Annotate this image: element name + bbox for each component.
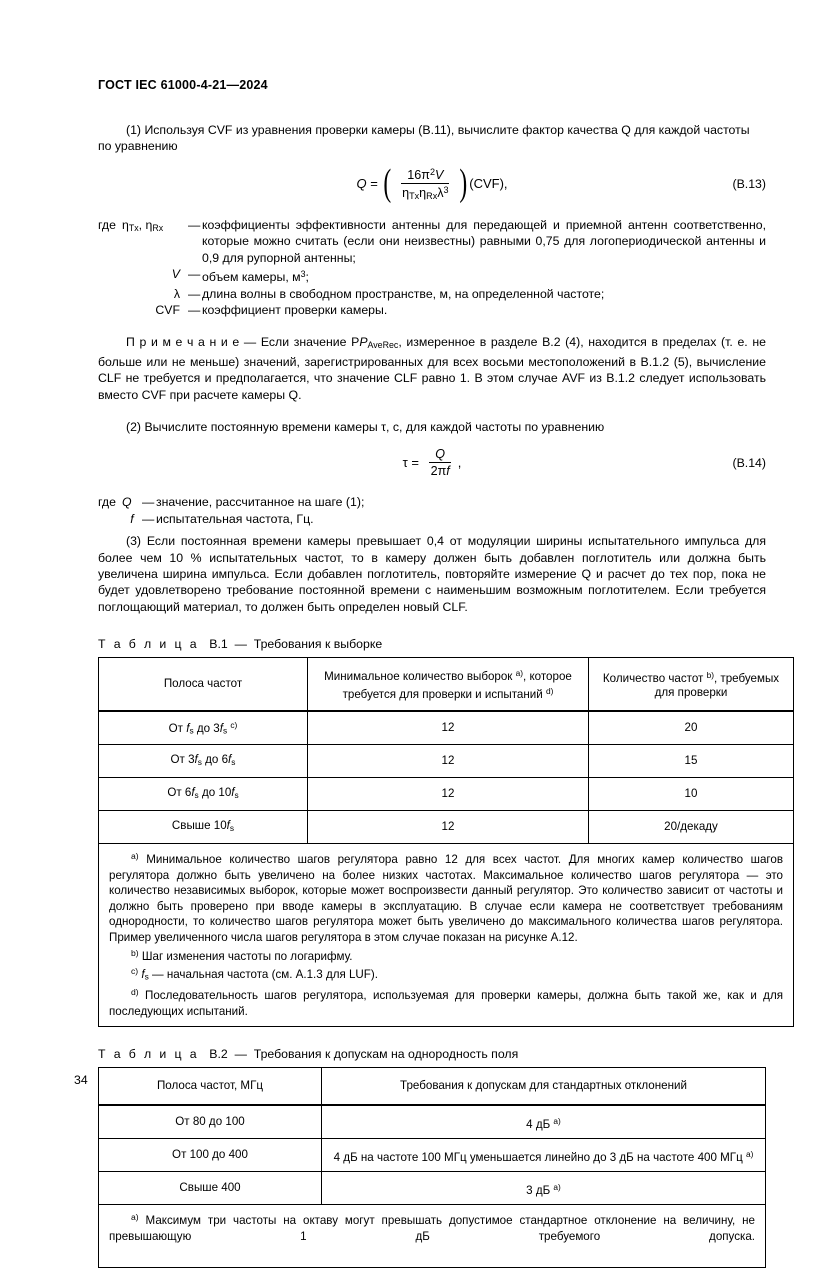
table-b2-cell-band-3: Свыше 400 — [99, 1172, 322, 1205]
equation-b14-suffix: , — [457, 455, 462, 471]
step-1-line-1: (1) Используя CVF из уравнения проверки камеры (B.11), вычислите фактор качества Q для каждой частоты — [126, 123, 750, 137]
table-b2-cell-band-2: От 100 до 400 — [99, 1139, 322, 1172]
where-item-f — [98, 511, 766, 527]
where-block-symbols-2 — [98, 494, 766, 527]
h3-a: Количество частот — [602, 672, 707, 686]
equation-b13-lhs: Q — [356, 176, 367, 192]
note-symbol-subscript: AveRec — [367, 340, 399, 351]
table-b2-caption — [98, 1047, 766, 1061]
where-dash-f: — — [142, 511, 155, 526]
table-b2-cell-tolerance-3: 3 дБ $^{a)}$ — [322, 1172, 766, 1205]
table-b2-cell-tolerance-1: 4 дБ $^{a)}$ — [322, 1105, 766, 1139]
step-2-text: (2) Вычислите постоянную времени камеры τ, с, для каждой частоты по уравнению — [126, 419, 605, 434]
where-item-lambda — [98, 286, 766, 302]
b2-footnote-a-marker: a) — [131, 1212, 139, 1223]
note-label: П р и м е ч а н и е — — [126, 335, 261, 350]
table-b1-footnotes — [99, 844, 794, 1027]
h2-b: , которое — [523, 670, 572, 684]
where-symbol-lambda: λ — [173, 286, 180, 301]
footnote-a-text: Минимальное количество шагов регулятора равно 12 для всех частот. Для многих камер количество шагов регулятора должно быть увеличено на более низких частотах. Максимальное количество шагов регулятора — это количество независимых выборок, которые может воспроизвести данный регулятор. Это количество зависит от частоты и должно быть проверено при вводе камеры в эксплуатацию. В случае если камера не соответствует требованиям однородности, то количество шагов регулятора может быть увеличено до максимального количества шагов регулятора. Пример увеличенного числа шагов регулятора в этом случае показан на рисунке A.12. — [109, 853, 783, 945]
table-row — [99, 1105, 766, 1139]
where-def-cvf: коэффициент проверки камеры. — [202, 302, 388, 317]
table-b1-cell-samples-3: 12 — [308, 778, 589, 811]
where-def-q: значение, рассчитанное на шаге (1); — [156, 495, 365, 510]
where-dash-cvf: — — [188, 302, 201, 317]
equation-b14-numerator: Q — [429, 447, 451, 463]
equation-b13-row — [98, 162, 766, 205]
where-def-lambda: длина волны в свободном пространстве, м, на определенной частоте; — [202, 286, 605, 301]
h3-sup-b: b) — [706, 670, 714, 681]
h2-a: Минимальное количество выборок — [324, 670, 516, 684]
table-b2-footnote-a — [109, 1210, 755, 1260]
equation-b13-equals: = — [366, 176, 382, 192]
equation-b14 — [403, 447, 462, 478]
h2-sup-a: a) — [515, 668, 524, 679]
where-def-eta: коэффициенты эффективности антенны для передающей и приемной антенн соответственно, которые можно считать (если они неизвестны) равными 0,75 для логопериодической антенны и 0,9 для рупорной антенны; — [202, 217, 766, 265]
where-item-eta — [98, 217, 766, 266]
table-b1-footnote-b — [109, 946, 783, 964]
table-row — [99, 711, 794, 745]
h2-c: требуется для проверки и испытаний — [342, 687, 546, 701]
where-item-cvf — [98, 302, 766, 318]
table-b2-cell-band-1: От 80 до 100 — [99, 1105, 322, 1139]
table-b1-cell-frequencies-1: 20 — [589, 711, 794, 745]
h2-sup-d: d) — [545, 686, 554, 697]
where-item-v — [98, 266, 766, 285]
paragraph-step-1 — [98, 122, 766, 138]
equation-b13-number: (B.13) — [732, 176, 766, 191]
where-symbol-cvf: CVF — [155, 302, 180, 317]
table-row — [99, 1172, 766, 1205]
where-def-v: объем камеры, $м^3$; — [202, 269, 309, 285]
where-symbol-q: Q — [122, 495, 132, 510]
table-b2-cell-tolerance-2: 4 дБ на частоте 100 МГц уменьшается линейно до 3 дБ на частоте 400 МГц $^{a)}$ — [322, 1139, 766, 1172]
h3-b: , требуемых — [713, 672, 780, 686]
table-b1-cell-frequencies-4: 20/декаду — [589, 811, 794, 844]
footnote-b-text: Шаг изменения частоты по логарифму. — [141, 949, 353, 963]
table-b2-footnotes-row — [99, 1205, 766, 1268]
footnote-c-symbol: f — [141, 967, 145, 981]
table-b1-cell-samples-4: 12 — [308, 811, 589, 844]
table-b1-caption — [98, 637, 766, 651]
equation-b14-equals: = — [407, 455, 423, 471]
page-number: 34 — [74, 1073, 88, 1087]
table-b1-cell-samples-1: 12 — [308, 711, 589, 745]
h3-c: для проверки — [654, 686, 728, 700]
table-b1-head — [99, 658, 794, 712]
footnote-c-subscript: s — [144, 971, 149, 982]
where-def-f: испытательная частота, Гц. — [156, 511, 314, 526]
table-b2-footnotes — [99, 1205, 766, 1268]
table-b1-caption-number: B.1 — [209, 637, 228, 652]
table-b1-footnote-a — [109, 849, 783, 945]
step-3-text: (3) Если постоянная времени камеры превышает 0,4 от модуляции ширины испытательного импульса для более чем 10 % испытательных частот, то в камеру должен быть добавлен поглотитель или должна быть увеличена ширина импульса. Если добавлен поглотитель, повторяйте измерение Q и расчет до тех пор, пока не будет удовлетворено требование постоянной времени с наименьшим возможным поглотителем. Если требуется поглощающий материал, то должен быть определен новый CLF. — [98, 534, 766, 614]
footnote-d-marker: d) — [131, 987, 139, 998]
table-b1-cell-frequencies-3: 10 — [589, 778, 794, 811]
equation-b14-lhs: τ — [402, 455, 408, 471]
where-dash-eta: — — [188, 217, 201, 232]
document-header-title: ГОСТ IEC 61000-4-21—2024 — [98, 78, 268, 92]
footnote-d-text: Последовательность шагов регулятора, используемая для проверки камеры, должна быть такой же, как и для последующих испытаний. — [109, 989, 783, 1018]
equation-b13-denominator: $\eta_{Tx}\eta_{Rx}\lambda^3$ — [402, 184, 449, 201]
equation-b14-number: (B.14) — [732, 455, 766, 470]
equation-b14-denominator: 2πf — [430, 464, 450, 479]
note-text-part-1: Если значение P — [260, 335, 360, 350]
equation-b13-suffix: (CVF), — [469, 176, 508, 192]
where-dash-lambda: — — [188, 286, 201, 301]
where-dash-q: — — [142, 495, 155, 510]
table-b1 — [98, 657, 794, 1027]
table-b1-cell-samples-2: 12 — [308, 745, 589, 778]
table-b1-cell-frequencies-2: 15 — [589, 745, 794, 778]
table-b2-caption-dash: — — [234, 1047, 247, 1062]
step-1-line-2: по уравнению — [98, 139, 178, 154]
where-dash-v: — — [188, 267, 201, 282]
table-b2-head — [99, 1068, 766, 1106]
where-symbol-eta: $\eta_{Tx}$, $\eta_{Rx}$ — [122, 217, 164, 233]
table-b2-header-row — [99, 1068, 766, 1106]
table-row — [99, 778, 794, 811]
where-block-symbols-1 — [98, 217, 766, 318]
equation-b14-fraction — [425, 447, 456, 478]
note-symbol-p: P — [359, 335, 368, 350]
paragraph-note — [98, 334, 766, 403]
equation-b13 — [356, 162, 508, 205]
table-b1-cell-band-4: Свыше $10f_s$ — [99, 811, 308, 844]
table-b1-caption-prefix: Т а б л и ц а — [98, 637, 200, 652]
table-b2 — [98, 1067, 766, 1268]
note-text-part-2: , измеренное в разделе B.2 (4), находится в пределах (т. е. не больше или не меньше) значений, зарегистрированных для всех восьми местоположений в B.1.2 (5), вычисление CLF не требуется и предполагается, что значение CLF равно 1. В этом случае AVF из B.1.2 следует использовать вместо CVF при расчете камеры Q. — [98, 335, 766, 402]
table-row — [99, 1139, 766, 1172]
table-b1-header-band: Полоса частот — [99, 658, 308, 712]
table-b1-footnote-c: $^{c)}$ $f_s$ — начальная частота (см. A.1.3 для LUF). — [131, 966, 378, 982]
where-lead-1: где — [98, 217, 116, 232]
table-b2-body — [99, 1105, 766, 1267]
where-lead-2: где — [98, 495, 116, 510]
footnote-a-marker: a) — [131, 851, 139, 862]
equation-b13-fraction — [396, 167, 455, 201]
table-b1-caption-title: Требования к выборке — [253, 637, 383, 652]
table-row — [99, 745, 794, 778]
where-symbol-v: V — [171, 267, 180, 282]
table-b1-body — [99, 711, 794, 1027]
table-b2-caption-title: Требования к допускам на однородность поля — [253, 1047, 519, 1062]
table-b1-header-row — [99, 658, 794, 712]
equation-b13-close-paren: ) — [458, 162, 467, 205]
table-b2-header-tolerance: Требования к допускам для стандартных отклонений — [322, 1068, 766, 1106]
page-content — [98, 78, 783, 1268]
paragraph-step-2 — [98, 419, 766, 435]
table-b2-header-band: Полоса частот, МГц — [99, 1068, 322, 1106]
paragraph-step-3 — [98, 533, 766, 615]
where-item-q — [98, 494, 766, 510]
table-b1-cell-band-3: От $6f_s$ до $10f_s$ — [99, 778, 308, 811]
equation-b13-numerator: $16\pi^2V$ — [401, 167, 449, 184]
table-b1-cell-band-2: От $3f_s$ до $6f_s$ — [99, 745, 308, 778]
table-b2-caption-prefix: Т а б л и ц а — [98, 1047, 200, 1062]
footnote-b-marker: b) — [131, 947, 139, 958]
where-symbol-f: f — [130, 511, 134, 526]
table-b1-footnotes-row — [99, 844, 794, 1027]
table-b1-header-samples — [308, 658, 589, 712]
footnote-c-marker: c) — [131, 966, 139, 977]
table-b1-footnote-d — [109, 985, 783, 1019]
paragraph-step-1-cont — [98, 138, 766, 154]
equation-b13-open-paren: ( — [383, 162, 392, 205]
table-b1-header-frequencies — [589, 658, 794, 712]
b2-footnote-a-text: Максимум три частоты на октаву могут превышать допустимое стандартное отклонение на величину, не превышающую 1 дБ требуемого допуска. — [109, 1214, 755, 1243]
table-b1-caption-dash: — — [234, 637, 247, 652]
equation-b14-row — [98, 447, 766, 478]
table-b2-caption-number: B.2 — [209, 1047, 228, 1062]
table-b1-cell-band-1: От $f_s$ до $3f_s$ $^{c)}$ — [99, 711, 308, 745]
table-row — [99, 811, 794, 844]
